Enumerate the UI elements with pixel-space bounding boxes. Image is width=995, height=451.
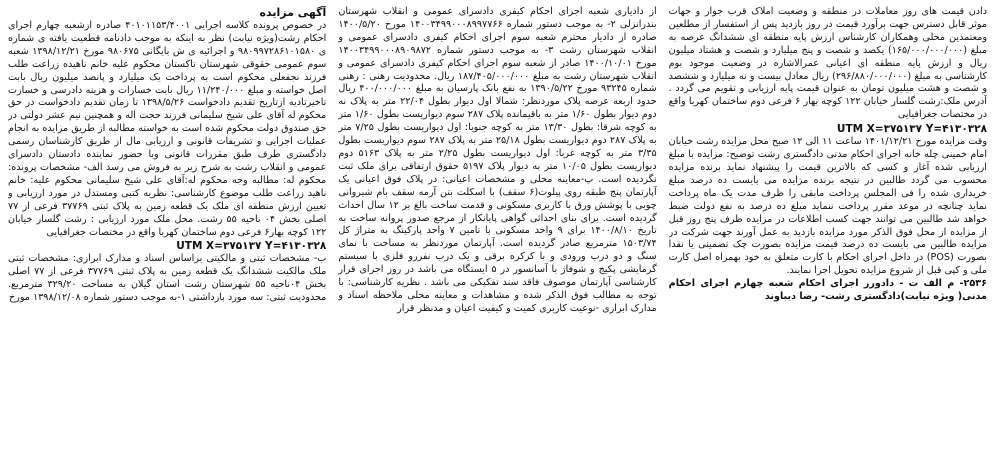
notice-body-left-part1: دادن قیمت های روز معاملات در منطقه و وضعیت املاک قرب جوار و جهات موثر قابل دسترس جهت برآورد قیمت در روز بازدید پس از استفسار از مطلعین ومعتمدین محلی وهمکاران کارشناس ارزش پایه منطقه ای ششدانگ عرصه به مبلغ (۱۶۵/۰۰۰/۰۰۰/۰۰۰) یکصد و شصت و پنج میلیارد و شصت و هشتاد میلیون ریال و ارزش پایه منطقه ای اعیانی عمرالاشاره در وضعیت موجود بوم کارشناسی به مبلغ (۲۹۶/۸۸۰/۰۰۰/۰۰۰) ریال معادل بیست و نه میلیارد و ششصد و شصت و هشت میلیون تومان به عنوان قیمت پایه ارزیابی و تقویم می گردد . آدرس ملک:رشت گلسار خیابان ۱۲۲ کوچه بهار ۶ فرعی دوم ساختمان کهربا واقع در مختصات جغرافیایی xyxy=(668,6,987,121)
notice-title: آگهی مزایده xyxy=(259,6,327,19)
utm-coordinates: UTM X=۳۷۵۱۳۷ Y=۴۱۳۰۳۲۸ xyxy=(176,240,327,253)
notice-body-part2: ب- مشخصات ثبتی و مالکیتی براساس اسناد و مدارک ابرازی: مشخصات ثبتی ملک مالکیت ششدانگ یک قطعه زمین به پلاک ثبتی ۳۷۷۶۹ فرعی از ۷۷ اصلی بخش ۰۴ناحیه ۵۵ شهرستان رشت استان گیلان به مساحت ۳۲۹/۲۰ مترمربع. محدودیت ثبتی: سه مورد بازداشتی ۱-به موجب دستور شماره ۱۳۹۸/۱۲/۰۸ مورخ xyxy=(8,253,327,304)
notice-body-left-part2: وقت مزایده مورخ ۱۴۰۱/۱۲/۲۱ ساعت ۱۱ الی ۱۲ صبح محل مزایده رشت خیابان امام خمینی چله خانه اجرای احکام مدنی دادگستری رشت توضیح: مزایده با مبلغ ارزیابی شده آغاز و کسی که بالاترین قیمت را پیشنهاد نماید برنده مزایده محسوب می گردد طالبین در نتیجه برنده مزایده می بایست ده درصد مبلغ خریداری شده را فی المجلس پرداخت مابقی را ظرف مدت یک ماه پرداخت نماید چنانچه در موعد مقرر پرداخت ننماید مبلغ ده درصد به نفع دولت ضبط خواهد شد طالبین می توانند جهت کسب اطلاعات در مزایده ظرف پنج روز قبل از مزایده از محل فوق الذکر مورد مزایده بازدید به عمل آورند جهت شرکت در مزایده طالبین می بایست ده درصد قیمت مزایده بصورت چک تضمینی یا نقدا بصورت (POS) در داخل اجرای احکام با کارت متعلق به خود بهمراه اصل کارت ملی و کپی قبل از شروع مزایده تحویل اجرا نمایند. xyxy=(668,136,987,277)
notice-column-middle xyxy=(338,6,656,447)
utm-coordinates-2: UTM X=۳۷۵۱۳۷ Y=۴۱۳۰۳۲۸ xyxy=(836,123,987,136)
notice-signature: ۲۵۳۶- م الف ت - دادورز اجرای احکام شعبه چهارم اجرای احکام مدنی( ویژه نیابت)دادگستری رشت- رضا دیباوند xyxy=(668,278,987,303)
notice-column-right xyxy=(8,6,326,447)
notice-body-middle: از دادیاری شعبه اجرای احکام کیفری دادسرای عمومی و انقلاب شهرستان بندرانزلی ۲- به موجب دستور شماره ۱۴۰۰۳۴۹۹۰۰۰۸۹۹۷۷۶۶ مورخ ۱۴۰۰/۵/۲۰ صادره از دادیار محترم شعبه سوم اجرای احکام کیفری دادسرای عمومی و انقلاب شهرستان رشت ۳- به موجب دستور شماره ۱۴۰۰۳۴۹۹۰۰۰۸۹۰۹۸۷۲ مورخ ۱۴۰۰/۱۰/۰۱ صادر از شعبه سوم اجرای احکام کیفری دادسرای عمومی و انقلاب شهرستان رشت به مبلغ ۱۸۷/۴۰۵/۰۰۰/۰۰۰ ریال. محدودیت رهنی : رهنی شماره ۹۳۲۴۵ مورخ ۱۳۹۰/۵/۲۲ به نفع بانک پارسیان به مبلغ ۴۰۰/۰۰۰/۰۰۰ ریال حدود اربعه عرصه پلاک موردنظر: شمالا اول دیوار بطول ۲۲/۰۴ متر به پلاک نه دوم دیوار بطول ۱/۶۰ متر به باقیمانده پلاک ۲۸۷ سوم دیواریست بطول ۱/۶۰ متر به کوچه شرقا: بطول ۱۳/۳۰ متر به کوچه جنوبا: اول دیواریست بطول ۷/۲۵ متر به پلاک ۲۸۷ دوم دیواریست بطول ۲۵/۱۸ متر به پلاک ۲۸۷ سوم دیواریست بطول ۳/۳۵ متر به کوچه غربا: اول دیواریست بطول ۲/۲۵ متر به پلاک ۵۱۶۳ دوم دیواریست بطول ۱۰/۰۵ متر به دیوار پلاک ۵۱۹۷ حقوق ارتفاقی برای ملک ثبت نگردیده است. پ-معاینه محلی و مشخصات اعیانی: در پلاک فوق اعیانی یک آپارتمان پنج طبقه روی پیلوت(۶ سقف) با اسکلت بتن آرمه سقف بام شیروانی چوبی با پوشش ورق با کاربری مسکونی و قدمت ساخت بالغ بر ۱۲ سال احداث گردیده است. برای بنای احداثی گواهی پایانکار از مرجع صدور پروانه ساخت به تاریخ ۱۴۰۰/۸/۱۰ برای ۹ واحد مسکونی با تامین ۷ واحد پارکینگ به متراژ کل ۱۵۰۳/۷۴ مترمربع صادر گردیده است. آپارتمان موردنظر به مساحت با نمای سنگ و دو درب ورودی و با کرکره برقی و یک درب نفررو فلزی با سیستم گرمایشی پکیج و شوفاژ با آسانسور در ۵ ایستگاه می باشد در روز اجرای قرار کارشناسی آپارتمان موصوف فاقد سند تفکیکی می باشد . نظریه کارشناسی: با توجه به مطالب فوق الذکر شده و مشاهدات و معاینه محلی ملاحظه اسناد و مدارک ابرازی -نوعیت کاربری کمیت و کیفیت اعیان و مدنظر قرار xyxy=(338,6,657,314)
notice-column-left xyxy=(669,6,987,447)
notice-body-part1: در خصوص پرونده کلاسه اجرایی ۴۰۱۰۱۱۵۳/۴۰۰۱ صادره ازشعبه چهارم اجرای احکام رشت(ویژه نیابت) نظر به اینکه به موجب دادنامه قطعیت یافته ی شماره ی ۹۸۰۹۹۷۲۸۶۱۰۱۵۸۰ و اجرائیه ی ش بایگانی ۹۸۰۶۷۵ مورخ ۱۳۹۸/۱۲/۲۱ شعبه سوم عمومی حقوقی شهرستان تاکستان محکوم علیه خانم ناهیده زراعت طلب فرزند نجفعلی محکوم است به پرداخت یک میلیارد و پانصد میلیون ریال بابت اصل خواسته و مبلغ ۱۱/۲۴۰/۰۰۰ ریال بابت خسارات و هزینه دادرسی و خسارت تاخیرتادیه ازتاریخ تقدیم دادخواست ۱۳۹۸/۵/۲۶ تا زمان تقدیم دادخواست در حق محکوم له آقای علی شیخ سلیمانی فرزند حجت اله و همچنین نیم عشر دولتی در حق صندوق دولت محکوم شده است به خواسته مطالبه از طریق مزایده به انجام عملیات اجرایی و تشریفات قانونی و ارزیابی مال از طریق کارشناسان رسمی دادگستری طرف طبق مقررات قانونی وبا حضور نماینده دادستان دادسرای عمومی و انقلاب رشت به شرح زیر به فروش می رسد الف- مشخصات پرونده: محکوم له: مطالبه وجه محکوم له:آقای علی شیخ سلیمانی محکوم علیه: خانم ناهید زراعت طلب موضوع کارشناسی: نظریه کتبی ومستدل در مورد ارزیابی و تعیین ارزش منطقه ای ملک یک قطعه زمین به پلاک ثبتی ۳۷۷۶۹ فرعی از ۷۷ اصلی بخش ۰۴ ناحیه ۵۵ رشت. محل ملک مورد ارزیابی : رشت گلسار خیابان ۱۲۲ کوچه بهار۶ فرعی دوم ساختمان کهربا واقع در مختصات جغرافیایی xyxy=(8,20,327,238)
